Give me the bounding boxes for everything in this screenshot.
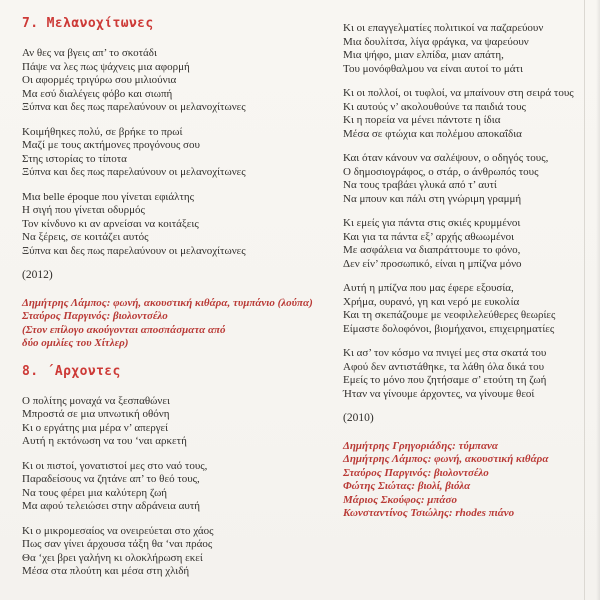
credit-line: Φώτης Σιώτας: βιολί, βιόλα bbox=[343, 480, 471, 492]
lyric-line: Ξύπνα και δες πως παρελαύνουν οι μελανοχίτωνες bbox=[22, 244, 246, 257]
song8-stanza-2 bbox=[22, 460, 344, 514]
lyric-line: Να ξέρεις, σε κοιτάζει αυτός bbox=[22, 231, 149, 243]
song7-year: (2012) bbox=[22, 269, 53, 281]
song8-stanza-4 bbox=[343, 22, 597, 76]
song8-credits bbox=[343, 440, 597, 521]
lyric-line: Κοιμήθηκες πολύ, σε βρήκε το πρωί bbox=[22, 125, 183, 138]
song8-stanza-9 bbox=[343, 347, 597, 401]
left-column bbox=[22, 16, 344, 590]
lyric-line: Ο δημοσιογράφος, ο στάρ, ο άνθρωπός τους bbox=[343, 165, 539, 178]
song7-credits bbox=[22, 297, 344, 351]
lyric-line: Θα ‘χει βρει γαλήνη κι ολοκλήρωση εκεί bbox=[22, 551, 203, 564]
credit-line: Κωνσταντίνος Τσιώλης: rhodes πιάνο bbox=[343, 507, 515, 519]
lyric-line: Κι η πορεία να μένει πάντοτε η ίδια bbox=[343, 114, 501, 126]
lyric-line: Κι οι πολλοί, οι τυφλοί, να μπαίνουν στη σειρά τους bbox=[343, 87, 574, 99]
song7-heading: 7. Μελανοχίτωνες bbox=[22, 16, 154, 31]
credit-line: Μάριος Σκούφος: μπάσο bbox=[343, 493, 457, 506]
lyric-line: Αυτή η εκτόνωση να του ‘ναι αρκετή bbox=[22, 435, 187, 447]
lyric-line: Είμαστε δολοφόνοι, βιομήχανοι, επιχειρηματίες bbox=[343, 322, 555, 335]
lyric-line: Αυτή η μπίζνα που μας έφερε εξουσία, bbox=[343, 282, 514, 294]
right-column bbox=[343, 22, 597, 523]
song8-stanza-3 bbox=[22, 525, 344, 579]
lyric-line: Ο πολίτης μοναχά να ξεσπαθώνει bbox=[22, 394, 170, 407]
lyric-line: Μια δουλίτσα, λίγα φράγκα, να ψαρεύουν bbox=[343, 35, 529, 48]
lyric-line: Ξύπνα και δες πως παρελαύνουν οι μελανοχίτωνες bbox=[22, 101, 246, 113]
lyric-line: Αφού δεν αντιστάθηκε, τα λάθη όλα δικά του bbox=[343, 360, 545, 373]
lyric-line: Να μπουν και πάλι στη γνώριμη γραμμή bbox=[343, 192, 522, 205]
lyric-line: Ήταν να γίνουμε άρχοντες, να γίνουμε θεοί bbox=[343, 387, 535, 400]
lyric-line: Εμείς το μόνο που ζητήσαμε σ’ ετούτη τη ζωή bbox=[343, 374, 547, 386]
lyric-line: Μπροστά σε μια υπνωτική οθόνη bbox=[22, 408, 170, 420]
lyric-line: Οι αφορμές τριγύρω σου μιλιούνια bbox=[22, 74, 177, 86]
lyric-line: Ξύπνα και δες πως παρελαύνουν οι μελανοχίτωνες bbox=[22, 166, 246, 178]
song7-stanza-1 bbox=[22, 47, 344, 115]
song8-stanza-1 bbox=[22, 395, 344, 449]
song8-stanza-8 bbox=[343, 282, 597, 336]
lyric-line: Και τη σκεπάζουμε με νεοφιλελεύθερες θεωρίες bbox=[343, 309, 556, 321]
lyric-line: Παραδείσους να ζητάνε απ’ το θεό τους, bbox=[22, 473, 200, 485]
lyric-line: Και για τα πάντα εξ’ αρχής αθωωμένοι bbox=[343, 230, 515, 243]
lyric-line: Κι ασ’ τον κόσμο να πνιγεί μες στα σκατά του bbox=[343, 347, 547, 359]
song8-heading: 8. ΄Αρχοντες bbox=[22, 363, 121, 379]
lyric-line: Πάψε να λες πως ψάχνεις μια αφορμή bbox=[22, 60, 190, 73]
lyric-line: Αν θες να βγεις απ’ το σκοτάδι bbox=[22, 47, 157, 59]
lyric-line: Κι εμείς για πάντα στις σκιές κρυμμένοι bbox=[343, 217, 521, 229]
lyric-line: Κι οι επαγγελματίες πολιτικοί να παζαρεύουν bbox=[343, 22, 544, 34]
lyric-line: Και όταν κάνουν να σαλέψουν, ο οδηγός τους, bbox=[343, 152, 549, 164]
lyric-line: Η σιγή που γίνεται οδυρμός bbox=[22, 204, 145, 216]
lyric-line: Χρήμα, ουρανό, γη και νερό με ευκολία bbox=[343, 295, 520, 308]
song7-stanza-2 bbox=[22, 126, 344, 180]
lyric-line: Κι ο μικρομεσαίος να ονειρεύεται στο χάος bbox=[22, 524, 214, 537]
song8-stanza-6 bbox=[343, 152, 597, 206]
lyric-line: Κι οι πιστοί, γονατιστοί μες στο ναό τους, bbox=[22, 459, 208, 472]
lyric-line: Κι ο εργάτης μια μέρα ν’ απεργεί bbox=[22, 421, 169, 434]
lyric-line: Του μονόφθαλμου να είναι αυτοί το μάτι bbox=[343, 62, 523, 75]
song7-stanza-3 bbox=[22, 191, 344, 259]
lyric-line: Πως σαν γίνει άρχουσα τάξη θα ‘ναι πράος bbox=[22, 538, 213, 550]
song8-stanza-7 bbox=[343, 217, 597, 271]
credit-line: (Στον επίλογο ακούγονται αποσπάσματα από bbox=[22, 323, 226, 336]
lyric-line: Μαζί με τους ακτήμονες προγόνους σου bbox=[22, 139, 200, 151]
lyric-line: Στης ιστορίας το τίποτα bbox=[22, 152, 127, 165]
lyric-line: Να τους τραβάει γλυκά από τ’ αυτί bbox=[343, 179, 497, 191]
credit-line: Δημήτρης Λάμπος: φωνή, ακουστική κιθάρα, τυμπάνιο (λούπα) bbox=[22, 296, 313, 309]
lyric-line: Μα εσύ διαλέγεις φόβο και σιωπή bbox=[22, 87, 173, 100]
lyric-line: Μια ψήφο, μιαν ελπίδα, μιαν απάτη, bbox=[343, 49, 504, 61]
lyric-line: Δεν είν’ προσωπικό, είναι η μπίζνα μόνο bbox=[343, 257, 522, 270]
lyric-line: Μα αφού τελειώσει στην αδράνεια αυτή bbox=[22, 500, 201, 512]
lyric-line: Μέσα στα πλούτη και μέσα στη χλιδή bbox=[22, 565, 190, 577]
lyric-line: Τον κίνδυνο κι αν αρνείσαι να κοιτάξεις bbox=[22, 217, 199, 230]
lyric-line: Κι αυτούς ν’ ακολουθούνε τα παιδιά τους bbox=[343, 100, 526, 113]
lyric-line: Μια belle époque που γίνεται εφιάλτης bbox=[22, 190, 195, 203]
credit-line: δύο ομιλίες του Χίτλερ) bbox=[22, 337, 129, 349]
credit-line: Δημήτρης Λάμπος: φωνή, ακουστική κιθάρα bbox=[343, 453, 549, 465]
lyric-line: Με ασφάλεια να διαπράττουμε το φόνο, bbox=[343, 244, 521, 256]
song8-year: (2010) bbox=[343, 412, 374, 424]
credit-line: Σταύρος Παργινός: βιολοντσέλο bbox=[22, 310, 168, 322]
song8-stanza-5 bbox=[343, 87, 597, 141]
credit-line: Σταύρος Παργινός: βιολοντσέλο bbox=[343, 466, 489, 479]
credit-line: Δημήτρης Γρηγοριάδης: τύμπανα bbox=[343, 439, 498, 452]
lyric-line: Να τους φέρει μια καλύτερη ζωή bbox=[22, 486, 168, 499]
lyric-line: Μέσα σε φτώχια και πολέμου αποκαΐδια bbox=[343, 127, 522, 140]
